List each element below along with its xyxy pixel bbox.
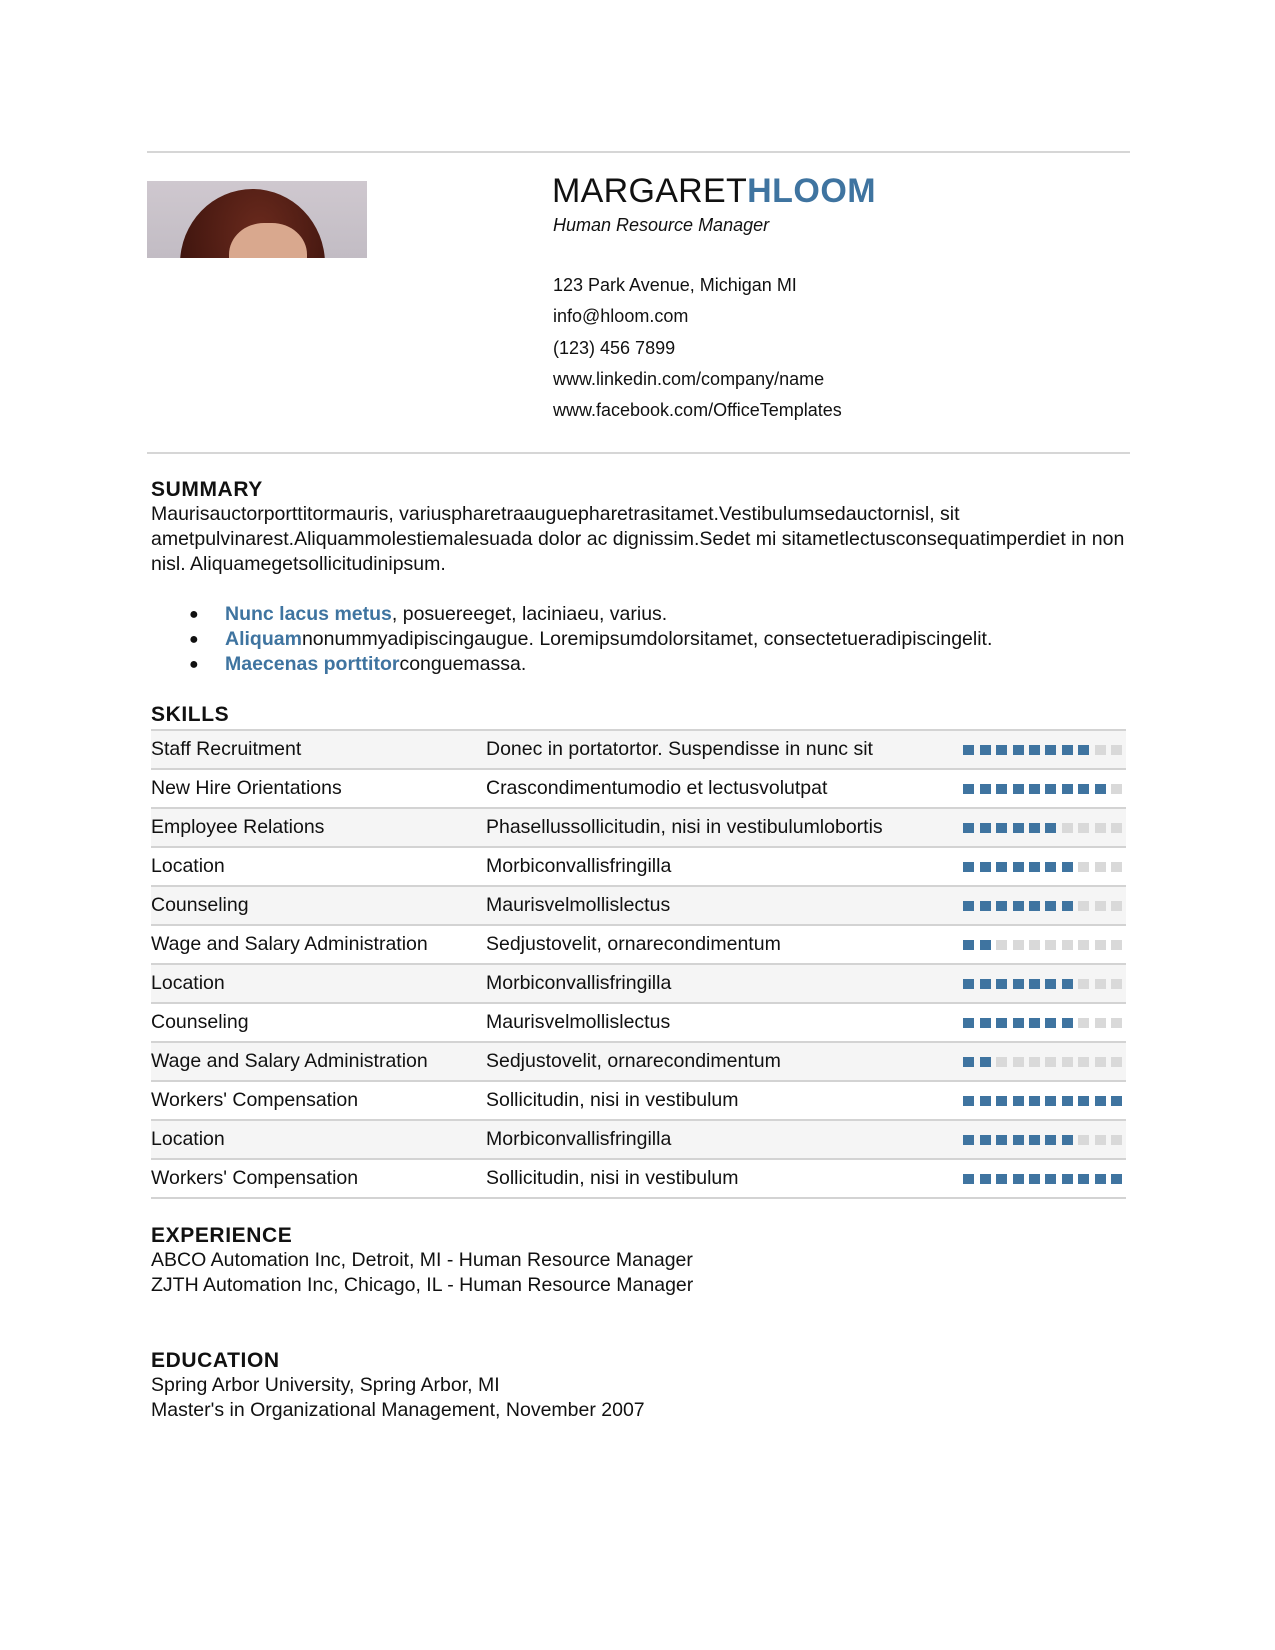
meter-square-filled — [1013, 1096, 1024, 1106]
meter-square-filled — [1045, 979, 1056, 989]
meter-square-empty — [1078, 1018, 1089, 1028]
skill-level-meter — [958, 972, 1122, 982]
meter-square-filled — [980, 823, 991, 833]
contact-block — [553, 270, 842, 426]
meter-square-filled — [1111, 1174, 1122, 1184]
table-row — [151, 886, 1126, 925]
meter-square-filled — [1013, 1018, 1024, 1028]
meter-square-filled — [1029, 1174, 1040, 1184]
meter-square-empty — [1095, 862, 1106, 872]
meter-square-filled — [1013, 1135, 1024, 1145]
meter-square-filled — [1029, 784, 1040, 794]
skill-level-meter — [958, 1089, 1122, 1099]
education-heading: EDUCATION — [151, 1349, 280, 1372]
meter-square-filled — [980, 1057, 991, 1067]
meter-square-filled — [1062, 784, 1073, 794]
meter-square-filled — [996, 1174, 1007, 1184]
meter-square-filled — [963, 979, 974, 989]
skill-level-cell — [958, 1042, 1126, 1081]
skill-name: Wage and Salary Administration — [151, 1050, 428, 1072]
meter-square-empty — [1095, 1135, 1106, 1145]
skill-description: Crascondimentumodio et lectusvolutpat — [485, 777, 828, 799]
skill-name: Counseling — [151, 894, 249, 916]
meter-square-empty — [1111, 823, 1122, 833]
meter-square-filled — [996, 784, 1007, 794]
meter-square-empty — [1095, 1018, 1106, 1028]
meter-square-filled — [1062, 901, 1073, 911]
skill-level-cell — [958, 925, 1126, 964]
meter-square-empty — [1045, 940, 1056, 950]
meter-square-empty — [1062, 823, 1073, 833]
meter-square-filled — [1078, 745, 1089, 755]
meter-square-filled — [1029, 1135, 1040, 1145]
skill-description: Morbiconvallisfringilla — [485, 855, 672, 877]
meter-square-filled — [1013, 823, 1024, 833]
skill-level-cell — [958, 964, 1126, 1003]
summary-bullets — [151, 602, 1126, 677]
meter-square-empty — [1078, 1057, 1089, 1067]
meter-square-empty — [1029, 1057, 1040, 1067]
meter-square-filled — [996, 901, 1007, 911]
education-line: Spring Arbor University, Spring Arbor, MI — [151, 1374, 500, 1396]
skill-level-meter — [958, 1011, 1122, 1021]
bullet-emphasis: Maecenas porttitor — [225, 653, 400, 675]
meter-square-empty — [1095, 901, 1106, 911]
summary-paragraph: Maurisauctorporttitormauris, variuspharetraauguepharetrasitamet.Vestibulumsedauctornisl, sit ametpulvinarest.Aliquammolestiemalesuada dolor ac dignissim.Sedet mi sitametlectusconsequatimperdiet in non nisl. Aliquamegetsollicitudinipsum. — [151, 503, 1125, 575]
table-row — [151, 1003, 1126, 1042]
meter-square-filled — [980, 745, 991, 755]
skill-description: Sollicitudin, nisi in vestibulum — [485, 1089, 739, 1111]
contact-phone: (123) 456 7899 — [553, 337, 676, 358]
meter-square-filled — [963, 901, 974, 911]
meter-square-empty — [1078, 862, 1089, 872]
meter-square-filled — [963, 1174, 974, 1184]
first-name: MARGARET — [552, 172, 748, 210]
meter-square-filled — [996, 823, 1007, 833]
meter-square-filled — [963, 784, 974, 794]
skill-level-meter — [958, 855, 1122, 865]
table-row — [151, 1081, 1126, 1120]
skill-level-meter — [958, 894, 1122, 904]
profile-photo — [147, 181, 367, 258]
skill-name: Employee Relations — [151, 816, 325, 838]
meter-square-empty — [1095, 745, 1106, 755]
skill-level-cell — [958, 769, 1126, 808]
meter-square-empty — [1095, 940, 1106, 950]
skill-name: Location — [151, 855, 225, 877]
meter-square-empty — [1095, 979, 1106, 989]
meter-square-filled — [980, 1135, 991, 1145]
skill-description: Maurisvelmollislectus — [485, 1011, 671, 1033]
meter-square-empty — [1078, 901, 1089, 911]
meter-square-empty — [1111, 784, 1122, 794]
skill-name: Staff Recruitment — [151, 738, 302, 760]
skill-name: New Hire Orientations — [151, 777, 342, 799]
meter-square-filled — [963, 1135, 974, 1145]
meter-square-empty — [1095, 823, 1106, 833]
meter-square-filled — [1045, 745, 1056, 755]
meter-square-empty — [1045, 1057, 1056, 1067]
meter-square-filled — [980, 940, 991, 950]
meter-square-filled — [996, 862, 1007, 872]
skill-level-cell — [958, 1003, 1126, 1042]
table-row — [151, 1120, 1126, 1159]
table-row — [151, 769, 1126, 808]
meter-square-filled — [1029, 862, 1040, 872]
meter-square-filled — [1062, 1135, 1073, 1145]
meter-square-filled — [1045, 784, 1056, 794]
skill-level-meter — [958, 933, 1122, 943]
meter-square-filled — [963, 1018, 974, 1028]
skill-name: Location — [151, 1128, 225, 1150]
list-item — [151, 627, 1126, 652]
bullet-icon: ● — [189, 631, 199, 648]
meter-square-filled — [1045, 823, 1056, 833]
meter-square-filled — [996, 745, 1007, 755]
meter-square-empty — [1111, 979, 1122, 989]
skill-description: Maurisvelmollislectus — [485, 894, 671, 916]
meter-square-empty — [1029, 940, 1040, 950]
meter-square-filled — [1029, 823, 1040, 833]
meter-square-empty — [1111, 1057, 1122, 1067]
meter-square-empty — [1111, 862, 1122, 872]
meter-square-filled — [1013, 901, 1024, 911]
meter-square-empty — [1078, 1135, 1089, 1145]
skills-heading: SKILLS — [151, 703, 230, 726]
skill-level-cell — [958, 847, 1126, 886]
meter-square-empty — [1111, 901, 1122, 911]
skill-level-cell — [958, 886, 1126, 925]
table-row — [151, 847, 1126, 886]
header-divider — [147, 452, 1130, 454]
meter-square-filled — [1045, 1096, 1056, 1106]
skill-description: Donec in portatortor. Suspendisse in nunc sit — [485, 738, 873, 760]
meter-square-filled — [963, 940, 974, 950]
meter-square-filled — [996, 979, 1007, 989]
skill-level-cell — [958, 730, 1126, 769]
table-row — [151, 1042, 1126, 1081]
table-row — [151, 730, 1126, 769]
meter-square-filled — [963, 745, 974, 755]
meter-square-filled — [996, 1135, 1007, 1145]
meter-square-filled — [980, 979, 991, 989]
meter-square-filled — [1013, 862, 1024, 872]
skills-section — [151, 702, 1126, 1199]
meter-square-filled — [1029, 1018, 1040, 1028]
meter-square-filled — [1029, 1096, 1040, 1106]
skill-description: Sollicitudin, nisi in vestibulum — [485, 1167, 739, 1189]
contact-address: 123 Park Avenue, Michigan MI — [553, 275, 797, 295]
meter-square-empty — [1111, 1018, 1122, 1028]
meter-square-empty — [1111, 745, 1122, 755]
meter-square-filled — [1062, 1096, 1073, 1106]
skill-level-cell — [958, 1159, 1126, 1198]
summary-heading: SUMMARY — [151, 478, 263, 501]
bullet-emphasis: Nunc lacus metus — [225, 603, 392, 625]
skill-name: Workers' Compensation — [151, 1089, 359, 1111]
meter-square-filled — [1029, 901, 1040, 911]
meter-square-filled — [1095, 1096, 1106, 1106]
skill-level-cell — [958, 1081, 1126, 1120]
meter-square-filled — [980, 784, 991, 794]
meter-square-filled — [1078, 784, 1089, 794]
meter-square-filled — [1045, 862, 1056, 872]
last-name: HLOOM — [747, 172, 877, 210]
meter-square-empty — [1062, 1057, 1073, 1067]
job-title: Human Resource Manager — [553, 215, 770, 235]
bullet-emphasis: Aliquam — [225, 628, 302, 650]
contact-email: info@hloom.com — [553, 306, 689, 327]
bullet-text: conguemassa. — [399, 653, 527, 675]
meter-square-filled — [1029, 745, 1040, 755]
contact-facebook: www.facebook.com/OfficeTemplates — [553, 400, 842, 421]
summary-section — [151, 477, 1126, 677]
meter-square-filled — [1095, 1174, 1106, 1184]
skill-description: Morbiconvallisfringilla — [485, 1128, 672, 1150]
skill-level-meter — [958, 738, 1122, 748]
meter-square-filled — [963, 1096, 974, 1106]
education-section — [151, 1348, 1126, 1423]
meter-square-empty — [996, 940, 1007, 950]
meter-square-empty — [1013, 940, 1024, 950]
skill-name: Wage and Salary Administration — [151, 933, 428, 955]
meter-square-filled — [980, 862, 991, 872]
bullet-icon: ● — [189, 656, 199, 673]
meter-square-filled — [963, 1057, 974, 1067]
bullet-text: , posuereeget, laciniaeu, varius. — [391, 603, 668, 625]
meter-square-filled — [1013, 979, 1024, 989]
meter-square-filled — [1095, 784, 1106, 794]
table-row — [151, 925, 1126, 964]
experience-heading: EXPERIENCE — [151, 1224, 293, 1247]
meter-square-empty — [1111, 940, 1122, 950]
skill-level-cell — [958, 1120, 1126, 1159]
meter-square-empty — [996, 1057, 1007, 1067]
meter-square-filled — [1078, 1174, 1089, 1184]
contact-linkedin: www.linkedin.com/company/name — [553, 368, 825, 389]
candidate-name — [552, 171, 876, 211]
meter-square-filled — [1111, 1096, 1122, 1106]
meter-square-empty — [1062, 940, 1073, 950]
meter-square-filled — [1013, 745, 1024, 755]
skill-level-meter — [958, 1050, 1122, 1060]
table-row — [151, 1159, 1126, 1198]
skill-name: Counseling — [151, 1011, 249, 1033]
meter-square-filled — [1062, 745, 1073, 755]
table-row — [151, 964, 1126, 1003]
bullet-text: nonummyadipiscingaugue. Loremipsumdolorsitamet, consectetueradipiscingelit. — [301, 628, 993, 650]
meter-square-filled — [1062, 979, 1073, 989]
skill-level-meter — [958, 1128, 1122, 1138]
meter-square-filled — [1029, 979, 1040, 989]
skill-level-meter — [958, 777, 1122, 787]
meter-square-filled — [963, 823, 974, 833]
meter-square-filled — [996, 1018, 1007, 1028]
skill-level-meter — [958, 816, 1122, 826]
top-divider — [147, 151, 1130, 153]
meter-square-empty — [1078, 979, 1089, 989]
meter-square-empty — [1013, 1057, 1024, 1067]
skill-name: Location — [151, 972, 225, 994]
meter-square-filled — [1045, 901, 1056, 911]
meter-square-empty — [1095, 1057, 1106, 1067]
meter-square-filled — [980, 901, 991, 911]
meter-square-filled — [1013, 1174, 1024, 1184]
bullet-icon: ● — [189, 606, 199, 623]
meter-square-filled — [1045, 1174, 1056, 1184]
meter-square-empty — [1111, 1135, 1122, 1145]
skill-description: Morbiconvallisfringilla — [485, 972, 672, 994]
skill-description: Phasellussollicitudin, nisi in vestibulumlobortis — [485, 816, 883, 838]
meter-square-filled — [1078, 1096, 1089, 1106]
skill-level-meter — [958, 1167, 1122, 1177]
meter-square-filled — [1062, 1174, 1073, 1184]
meter-square-empty — [1078, 823, 1089, 833]
education-line: Master's in Organizational Management, November 2007 — [151, 1399, 645, 1421]
skills-table — [151, 729, 1126, 1199]
list-item — [151, 602, 1126, 627]
meter-square-filled — [1062, 1018, 1073, 1028]
experience-section — [151, 1223, 1126, 1298]
meter-square-filled — [980, 1018, 991, 1028]
meter-square-filled — [1045, 1135, 1056, 1145]
skill-description: Sedjustovelit, ornarecondimentum — [485, 933, 781, 955]
meter-square-filled — [1045, 1018, 1056, 1028]
meter-square-filled — [1013, 784, 1024, 794]
skill-level-cell — [958, 808, 1126, 847]
meter-square-filled — [1062, 862, 1073, 872]
meter-square-filled — [996, 1096, 1007, 1106]
meter-square-filled — [963, 862, 974, 872]
meter-square-filled — [980, 1096, 991, 1106]
meter-square-empty — [1078, 940, 1089, 950]
table-row — [151, 808, 1126, 847]
meter-square-filled — [980, 1174, 991, 1184]
list-item — [151, 652, 1126, 677]
skill-name: Workers' Compensation — [151, 1167, 359, 1189]
skill-description: Sedjustovelit, ornarecondimentum — [485, 1050, 781, 1072]
experience-line: ABCO Automation Inc, Detroit, MI - Human Resource Manager — [151, 1249, 693, 1271]
experience-line: ZJTH Automation Inc, Chicago, IL - Human Resource Manager — [151, 1274, 694, 1296]
